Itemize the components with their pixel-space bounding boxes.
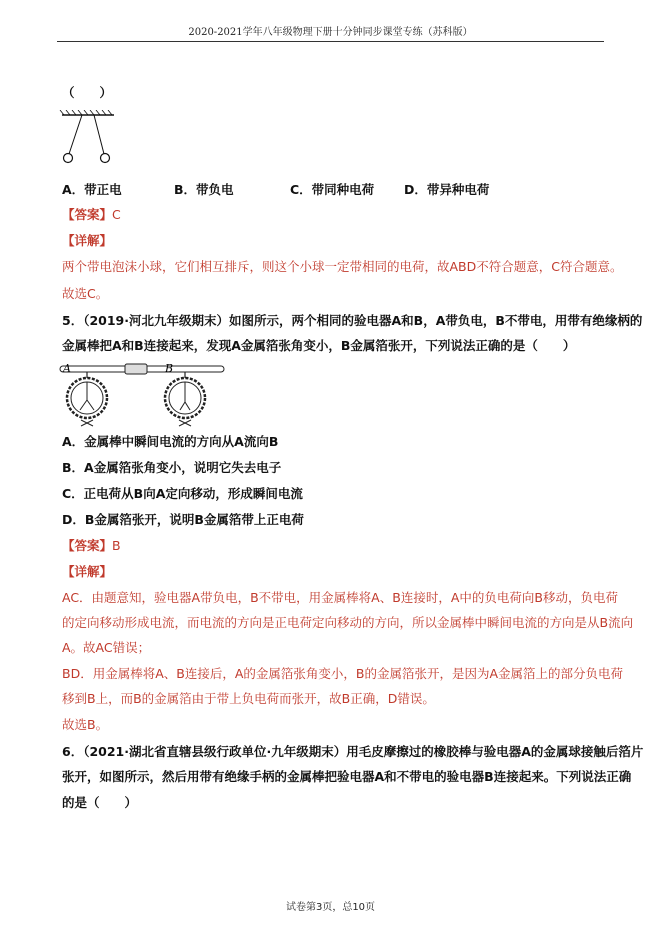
q5-option-b: B．A金属箔张角变小，说明它失去电子 [62,460,282,475]
q5-detail-line-4: BD．用金属棒将A、B连接后，A的金属箔张角变小，B的金属箔张开，是因为A金属箔上的部分负电荷 [62,666,624,681]
q5-detail-line-2: 的定向移动形成电流，而电流的方向是正电荷定向移动的方向，所以金属棒中瞬间电流的方向是从B流向 [62,615,634,630]
q5-detail-line-1: AC．由题意知，验电器A带负电，B不带电，用金属棒将A、B连接时，A中的负电荷向B移动，负电荷 [62,590,618,605]
q4-answer-line [62,206,121,224]
q4-option-c: C．带同种电荷 [290,182,375,197]
q5-option-a: A．金属棒中瞬间电流的方向从A流向B [62,434,279,449]
q4-answer-tag: 【答案】 [62,207,113,222]
q4-hanging-balls-figure [58,110,118,172]
q5-option-c: C．正电荷从B向A定向移动，形成瞬间电流 [62,486,303,501]
page-footer: 试卷第3页，总10页 [285,902,376,913]
q5-stem-line-1: 5．（2019·河北九年级期末）如图所示，两个相同的验电器A和B，A带负电，B不带电，用带有绝缘柄的 [62,313,643,328]
q5-detail-tag: 【详解】 [62,564,113,579]
q5-stem-line-2: 金属棒把A和B连接起来，发现A金属箔张角变小，B金属箔张开，下列说法正确的是（ ） [62,338,576,353]
header-divider [57,41,604,42]
q5-answer: B [112,538,121,553]
electroscope-b-label: B [165,362,174,375]
q4-detail-line-2: 故选C。 [62,286,109,301]
q5-detail-line-5: 移到B上，而B的金属箔由于带上负电荷而张开，故B正确，D错误。 [62,691,435,706]
q5-answer-line [62,537,121,555]
q5-electroscopes-figure [57,360,227,428]
q4-option-a: A．带正电 [62,182,122,197]
q6-stem-line-1: 6．（2021·湖北省直辖县级行政单位·九年级期末）用毛皮摩擦过的橡胶棒与验电器A的金属球接触后箔片 [62,744,644,759]
left-ball [64,154,73,163]
electroscope-a-label: A [63,362,71,375]
q4-detail-tag: 【详解】 [62,233,113,248]
q4-stem-tail: （ ） [62,85,113,100]
q4-options [62,181,622,199]
q6-stem-line-3: 的是（ ） [62,795,138,810]
q5-option-d: D．B金属箔张开，说明B金属箔带上正电荷 [62,512,304,527]
q4-option-d: D．带异种电荷 [404,182,490,197]
q5-detail-line-3: A。故AC错误； [62,640,151,655]
q4-answer: C [112,207,121,222]
q6-stem-line-2: 张开，如图所示，然后用带有绝缘手柄的金属棒把验电器A和不带电的验电器B连接起来。下列说法正确 [62,769,632,784]
q5-detail-line-6: 故选B。 [62,717,109,732]
q4-option-b: B．带负电 [174,182,234,197]
right-ball [101,154,110,163]
page-header: 2020-2021学年八年级物理下册十分钟同步课堂专练（苏科版） [188,27,473,38]
q5-answer-tag: 【答案】 [62,538,113,553]
q4-detail-line-1: 两个带电泡沫小球，它们相互排斥，则这个小球一定带相同的电荷，故ABD不符合题意，C符合题意。 [62,259,623,274]
